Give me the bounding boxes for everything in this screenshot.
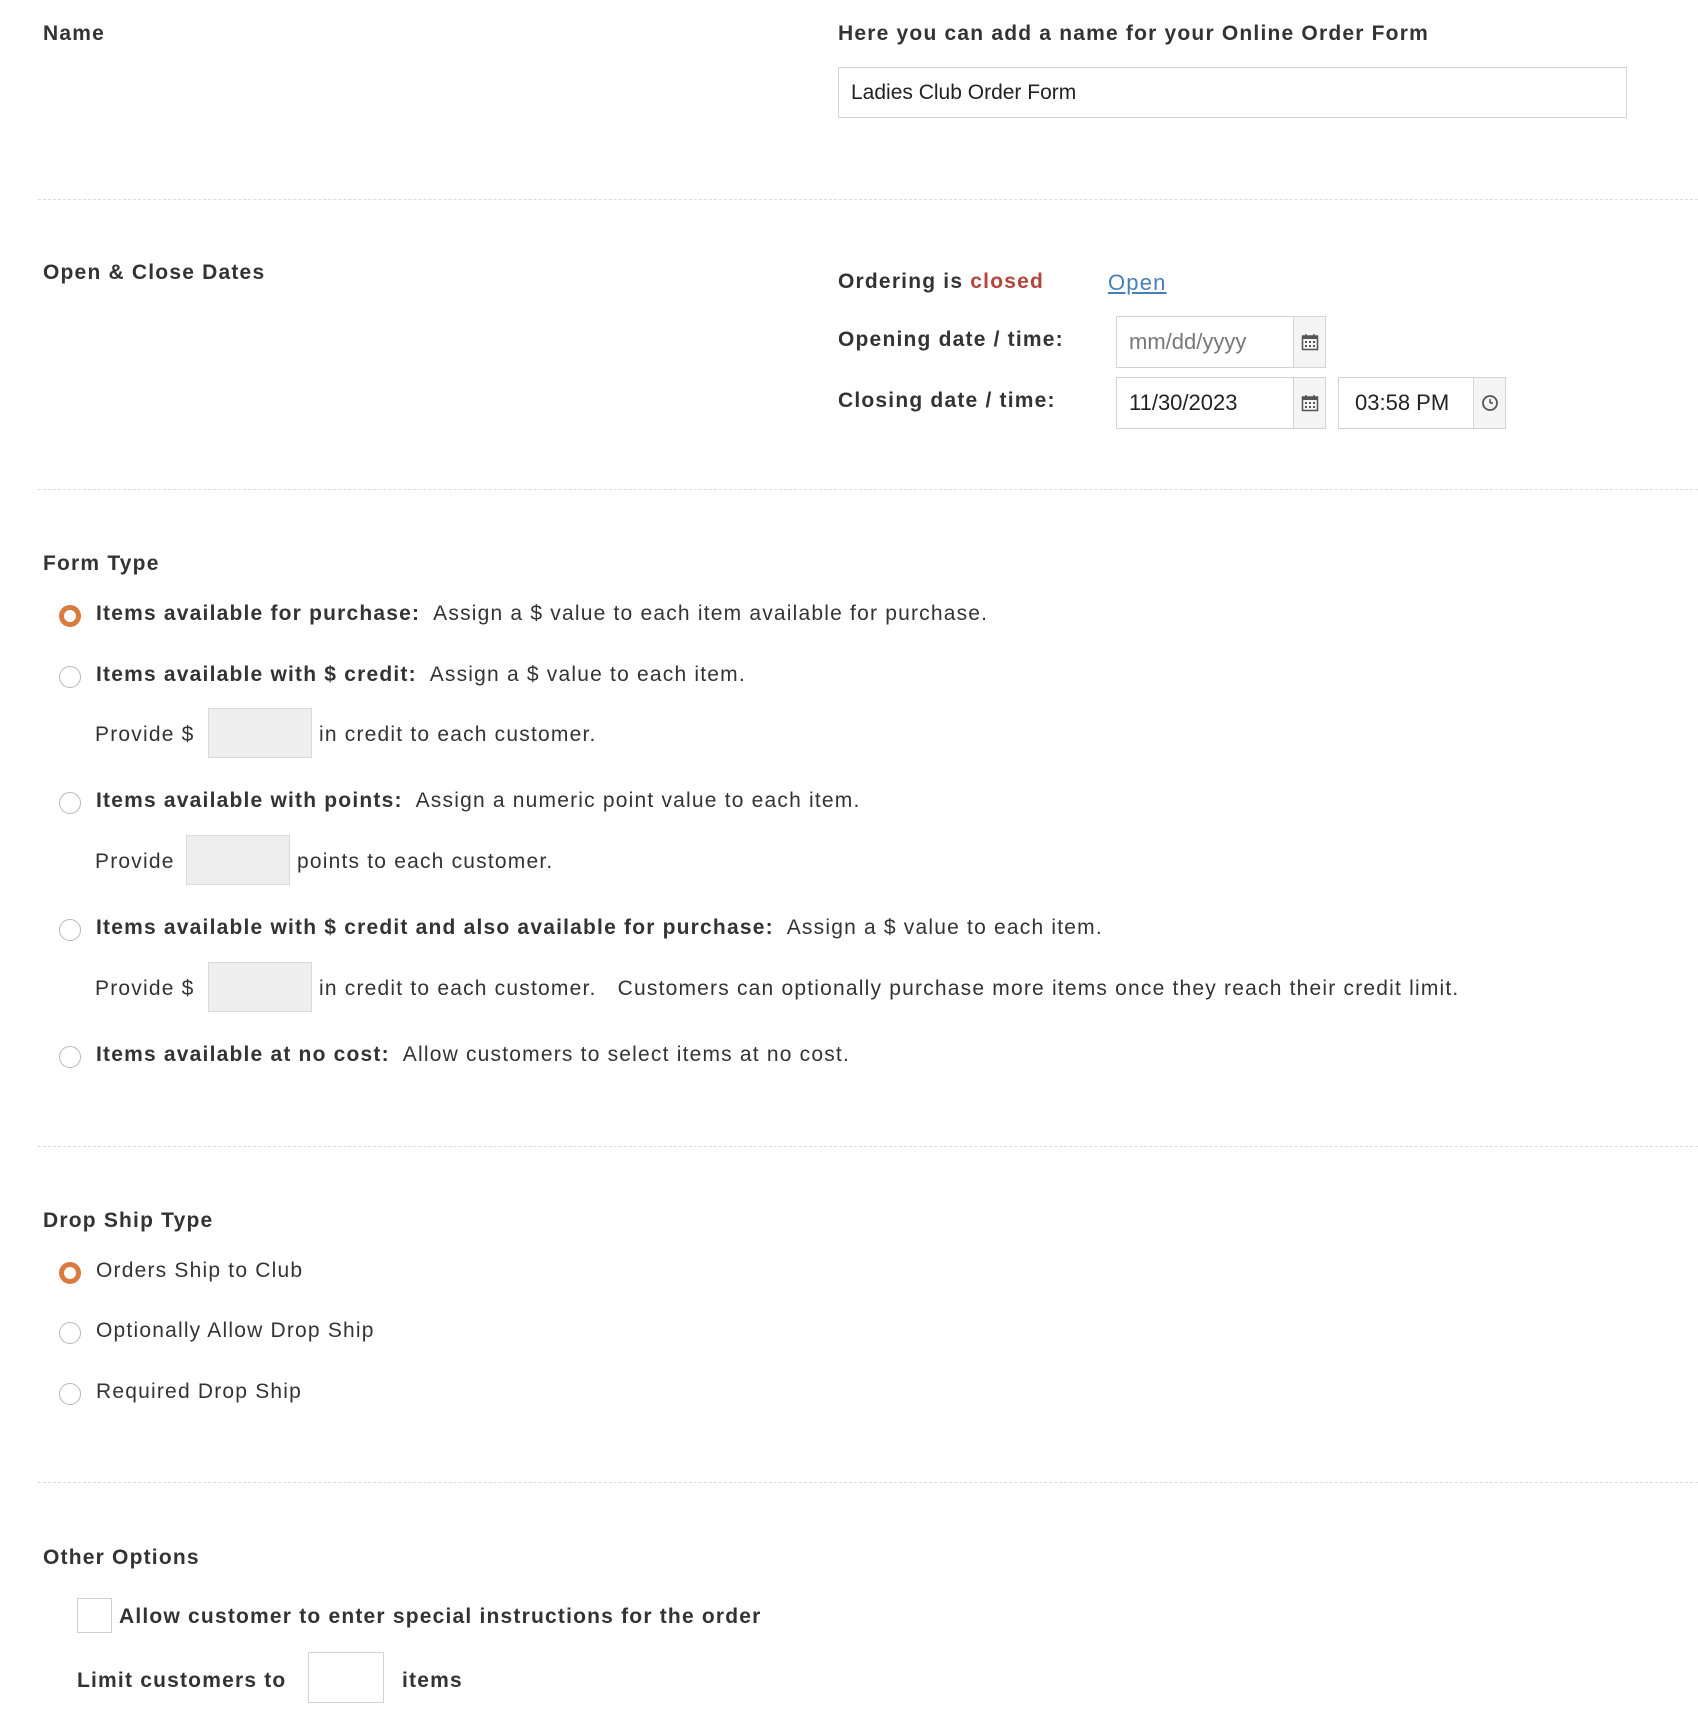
form-type-option-no-cost[interactable] bbox=[96, 1043, 850, 1067]
form-type-option-purchase[interactable] bbox=[96, 602, 988, 626]
option-label: Items available with $ credit and also available for purchase: bbox=[96, 916, 774, 939]
drop-ship-radio-required[interactable] bbox=[59, 1383, 81, 1405]
special-instructions-checkbox[interactable] bbox=[77, 1598, 112, 1633]
option-label: Items available at no cost: bbox=[96, 1043, 390, 1066]
limit-items-suffix: items bbox=[402, 1669, 463, 1692]
clock-icon[interactable] bbox=[1473, 378, 1505, 428]
drop-ship-radio-ship-to-club[interactable] bbox=[59, 1262, 81, 1284]
dates-section-title: Open & Close Dates bbox=[43, 261, 266, 284]
ordering-status-value: closed bbox=[970, 270, 1045, 293]
drop-ship-radio-optional[interactable] bbox=[59, 1322, 81, 1344]
form-name-input[interactable]: Ladies Club Order Form bbox=[838, 67, 1627, 118]
credit-purchase-provide-suffix: in credit to each customer. Customers can optionally purchase more items once they reach their credit limit. bbox=[319, 977, 1460, 1000]
closing-date-picker[interactable] bbox=[1116, 377, 1326, 429]
form-type-radio-credit-and-purchase[interactable] bbox=[59, 919, 81, 941]
opening-date-picker[interactable] bbox=[1116, 316, 1326, 368]
closing-date-input[interactable]: 11/30/2023 bbox=[1129, 390, 1238, 415]
calendar-icon[interactable] bbox=[1293, 378, 1325, 428]
form-type-option-credit[interactable] bbox=[96, 663, 746, 687]
option-label: Items available for purchase: bbox=[96, 602, 421, 625]
section-divider bbox=[38, 1146, 1698, 1147]
option-description: Assign a $ value to each item. bbox=[786, 916, 1103, 939]
credit-provide-label: Provide $ bbox=[95, 723, 195, 746]
form-type-radio-points[interactable] bbox=[59, 792, 81, 814]
drop-ship-option-optional[interactable]: Optionally Allow Drop Ship bbox=[96, 1319, 375, 1342]
section-divider bbox=[38, 199, 1698, 200]
credit-amount-input[interactable] bbox=[208, 708, 312, 758]
credit-purchase-provide-label: Provide $ bbox=[95, 977, 195, 1000]
ordering-status-prefix: Ordering is bbox=[838, 270, 964, 293]
points-provide-suffix: points to each customer. bbox=[297, 850, 554, 873]
points-amount-input[interactable] bbox=[186, 835, 290, 885]
form-type-title: Form Type bbox=[43, 552, 160, 575]
closing-time-picker[interactable] bbox=[1338, 377, 1506, 429]
option-description: Assign a $ value to each item available for purchase. bbox=[433, 602, 989, 625]
option-description: Assign a $ value to each item. bbox=[429, 663, 746, 686]
limit-customers-label: Limit customers to bbox=[77, 1669, 287, 1692]
opening-date-label: Opening date / time: bbox=[838, 328, 1064, 351]
calendar-icon[interactable] bbox=[1293, 317, 1325, 367]
option-label: Items available with points: bbox=[96, 789, 403, 812]
points-provide-label: Provide bbox=[95, 850, 175, 873]
drop-ship-option-ship-to-club[interactable]: Orders Ship to Club bbox=[96, 1259, 304, 1282]
drop-ship-option-required[interactable]: Required Drop Ship bbox=[96, 1380, 303, 1403]
opening-date-input[interactable]: mm/dd/yyyy bbox=[1129, 329, 1247, 354]
limit-items-input[interactable] bbox=[308, 1652, 384, 1703]
open-ordering-link[interactable]: Open bbox=[1108, 270, 1167, 295]
option-label: Items available with $ credit: bbox=[96, 663, 417, 686]
name-help-text: Here you can add a name for your Online Order Form bbox=[838, 22, 1429, 45]
closing-time-input[interactable]: 03:58 PM bbox=[1355, 390, 1450, 415]
option-description: Assign a numeric point value to each item. bbox=[415, 789, 861, 812]
drop-ship-title: Drop Ship Type bbox=[43, 1209, 214, 1232]
form-type-option-credit-and-purchase[interactable] bbox=[96, 916, 1103, 940]
ordering-status bbox=[838, 270, 1044, 294]
other-options-title: Other Options bbox=[43, 1546, 200, 1569]
closing-date-label: Closing date / time: bbox=[838, 389, 1056, 412]
section-divider bbox=[38, 1482, 1698, 1483]
name-section-title: Name bbox=[43, 22, 105, 45]
credit-purchase-amount-input[interactable] bbox=[208, 962, 312, 1012]
section-divider bbox=[38, 489, 1698, 490]
form-type-radio-purchase[interactable] bbox=[59, 605, 81, 627]
option-description: Allow customers to select items at no cost. bbox=[402, 1043, 850, 1066]
form-type-radio-no-cost[interactable] bbox=[59, 1046, 81, 1068]
credit-provide-suffix: in credit to each customer. bbox=[319, 723, 597, 746]
form-type-option-points[interactable] bbox=[96, 789, 861, 813]
special-instructions-label[interactable]: Allow customer to enter special instructions for the order bbox=[119, 1605, 762, 1628]
form-type-radio-credit[interactable] bbox=[59, 666, 81, 688]
